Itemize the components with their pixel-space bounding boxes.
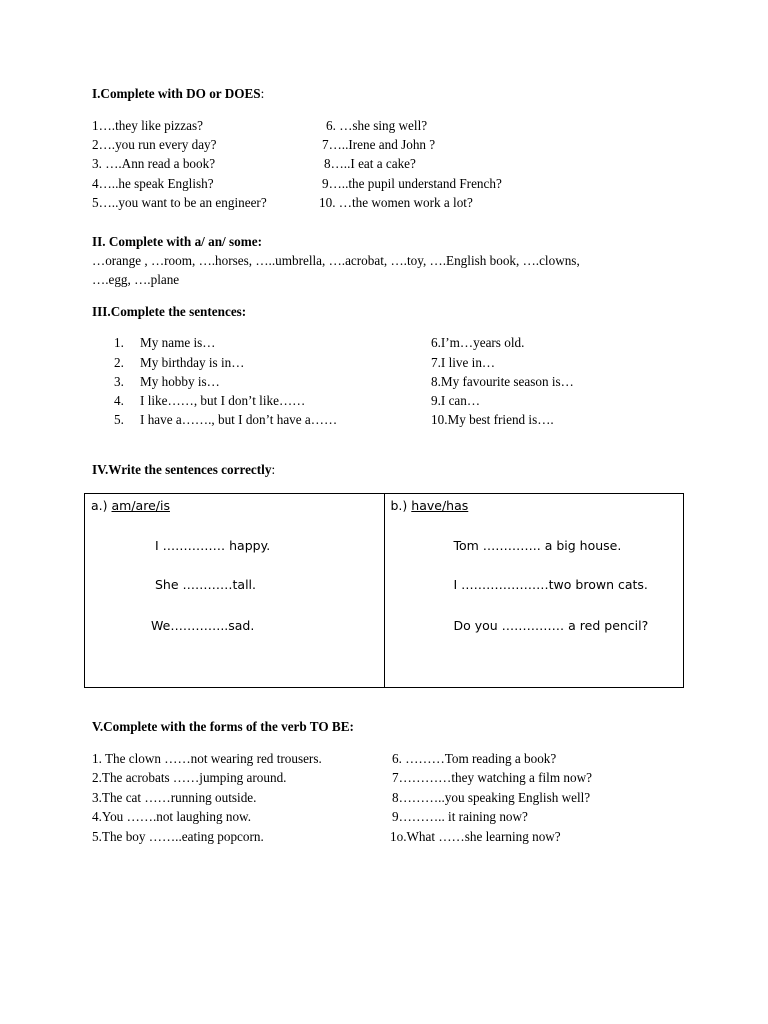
s5-item-1: 1. The clown ……not wearing red trousers. (92, 751, 322, 766)
s5-item-2: 2.The acrobats ……jumping around. (92, 770, 287, 785)
a-item-1: I …………… happy. (155, 538, 271, 553)
s5-item-7: 7…………they watching a film now? (392, 770, 592, 785)
exercise-table (84, 493, 684, 688)
cell-am-are-is (85, 494, 385, 688)
s1-item-4: 4…..he speak English? (92, 176, 214, 191)
s5-item-10: 1o.What ……she learning now? (390, 829, 561, 844)
s1-item-10: 10. …the women work a lot? (319, 195, 473, 210)
b-item-3: Do you …………… a red pencil? (453, 618, 649, 633)
s3-item-4: 4. I like……, but I don’t like…… (114, 393, 306, 408)
s3-item-7: 7.I live in… (431, 355, 496, 370)
b-item-2: I …………………two brown cats. (453, 577, 648, 592)
section-2-title: II. Complete with a/ an/ some: (92, 234, 262, 249)
section-4-title: IV.Write the sentences correctly: (92, 462, 276, 477)
section-5-title: V.Complete with the forms of the verb TO BE: (92, 719, 354, 734)
s3-item-5: 5. I have a……., but I don’t have a…… (114, 412, 338, 427)
s1-item-3: 3. ….Ann read a book? (92, 156, 216, 171)
s3-item-10: 10.My best friend is…. (431, 412, 554, 427)
s1-item-7: 7…..Irene and John ? (322, 137, 436, 152)
s1-item-9: 9…..the pupil understand French? (322, 176, 502, 191)
section-3-title: III.Complete the sentences: (92, 304, 247, 319)
cell-b-header: b.) have/has (390, 498, 469, 513)
s2-line-2: ….egg, ….plane (92, 272, 180, 287)
s5-item-4: 4.You …….not laughing now. (92, 809, 251, 824)
s1-item-1: 1….they like pizzas? (92, 118, 203, 133)
s5-item-3: 3.The cat ……running outside. (92, 790, 257, 805)
s1-item-2: 2….you run every day? (92, 137, 217, 152)
s3-item-1: 1. My name is… (114, 335, 216, 350)
a-item-3: We…………..sad. (151, 618, 255, 633)
s2-line-1: …orange , …room, ….horses, …..umbrella, ….acrobat, ….toy, ….English book, ….clowns, (92, 253, 580, 268)
s1-item-8: 8…..I eat a cake? (324, 156, 416, 171)
s3-item-9: 9.I can… (431, 393, 481, 408)
s3-item-2: 2. My birthday is in… (114, 355, 245, 370)
s5-item-6: 6. ………Tom reading a book? (392, 751, 557, 766)
section-1-title: I.Complete with DO or DOES: (92, 86, 265, 101)
s3-item-8: 8.My favourite season is… (431, 374, 574, 389)
s1-item-5: 5…..you want to be an engineer? (92, 195, 267, 210)
s3-item-3: 3. My hobby is… (114, 374, 220, 389)
a-item-2: She …………tall. (155, 577, 257, 592)
s5-item-5: 5.The boy ……..eating popcorn. (92, 829, 264, 844)
s5-item-8: 8………..you speaking English well? (392, 790, 591, 805)
s1-item-6: 6. …she sing well? (326, 118, 428, 133)
b-item-1: Tom ………….. a big house. (453, 538, 622, 553)
s5-item-9: 9……….. it raining now? (392, 809, 528, 824)
cell-have-has (384, 494, 684, 688)
cell-a-header: a.) am/are/is (91, 498, 170, 513)
s3-item-6: 6.I’m…years old. (431, 335, 525, 350)
